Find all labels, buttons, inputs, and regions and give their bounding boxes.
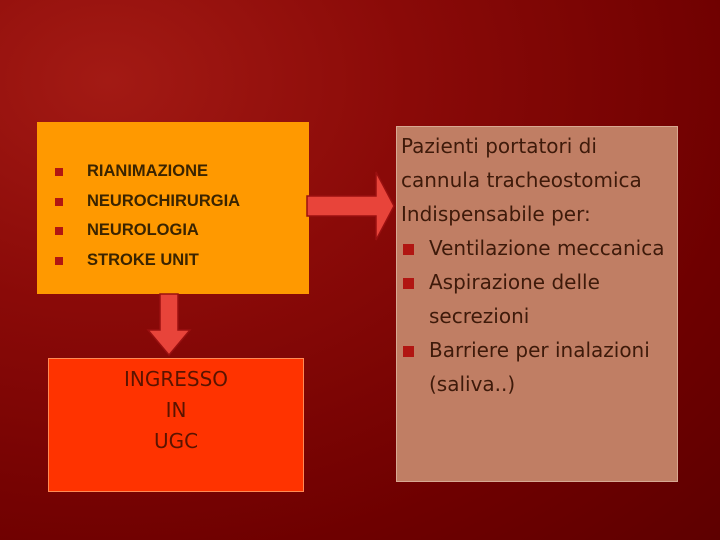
right-arrow-icon — [307, 172, 394, 240]
intro-line: Pazienti portatori di — [401, 134, 597, 158]
department-label: NEUROCHIRURGIA — [87, 191, 241, 210]
down-arrow-icon — [148, 294, 190, 355]
department-label: RIANIMAZIONE — [87, 162, 208, 180]
department-label: NEUROLOGIA — [87, 221, 199, 239]
ingresso-line: IN — [165, 398, 187, 422]
requirement-label: Aspirazione delle secrezioni — [429, 270, 600, 328]
ingresso-line: INGRESSO — [123, 367, 229, 391]
intro-line: cannula tracheostomica — [401, 168, 642, 192]
requirement-label: Ventilazione meccanica — [429, 236, 665, 260]
requirement-label: Barriere per inalazioni (saliva..) — [429, 338, 650, 396]
ingresso-line: UGC — [153, 429, 199, 453]
department-label: STROKE UNIT — [87, 250, 199, 269]
intro-line: Indispensabile per: — [401, 202, 591, 226]
